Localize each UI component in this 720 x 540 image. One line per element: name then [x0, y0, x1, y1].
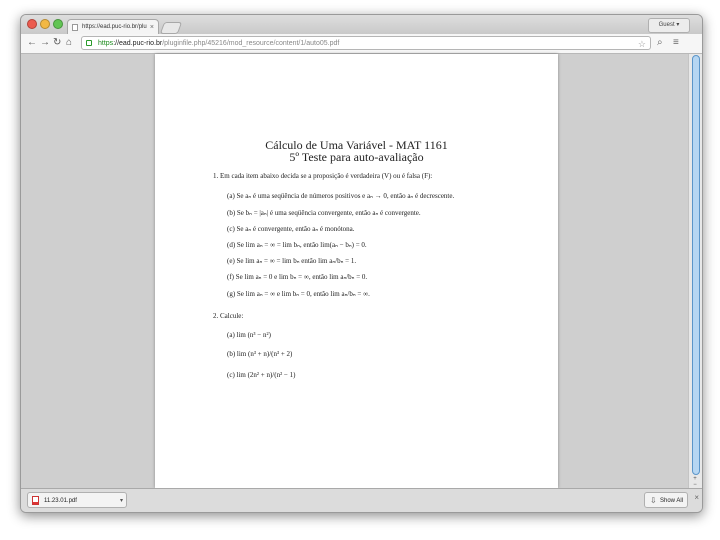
close-icon[interactable]: ×: [694, 493, 699, 502]
show-all-label: Show All: [659, 498, 683, 504]
download-filename: 11.23.01.pdf: [44, 498, 77, 504]
lock-icon: [86, 40, 92, 46]
url-host: ://ead.puc-rio.br: [113, 40, 163, 47]
pdf-subtitle: 5º Teste para auto-avaliação: [289, 150, 424, 164]
download-item[interactable]: [27, 492, 127, 508]
tab-title: https://ead.puc-rio.br/plu: [82, 24, 147, 30]
address-bar[interactable]: [81, 36, 651, 50]
question-1-item: (f) Se lim aₙ = 0 e lim bₙ = ∞, então lim aₙ/bₙ = 0.: [227, 273, 368, 281]
question-2-item: (b) lim (n³ + n)/(n³ + 2): [227, 350, 293, 358]
question-2: 2. Calcule:: [213, 312, 244, 320]
pdf-file-icon: [32, 496, 39, 505]
question-1-item: (b) Se bₙ = |aₙ| é uma seqüência convergente, então aₙ é convergente.: [227, 209, 421, 217]
star-icon[interactable]: ☆: [637, 39, 646, 49]
question-1-item: (g) Se lim aₙ = ∞ e lim bₙ = 0, então lim aₙ/bₙ = ∞.: [227, 290, 370, 298]
browser-tab[interactable]: [67, 19, 159, 34]
title-bar: [21, 15, 702, 34]
downloads-bar: [21, 488, 702, 513]
vertical-scrollbar[interactable]: [688, 54, 702, 488]
question-1: 1. Em cada item abaixo decida se a proposição é verdadeira (V) ou é falsa (F):: [213, 172, 433, 180]
minimize-window-button[interactable]: [40, 19, 50, 29]
close-tab-icon[interactable]: ×: [149, 24, 154, 31]
profile-label: Guest: [658, 22, 675, 28]
show-all-button[interactable]: [644, 492, 688, 508]
download-icon: ⇩: [650, 496, 657, 505]
menu-icon[interactable]: ≡: [673, 37, 679, 48]
back-arrow-icon[interactable]: ←: [27, 37, 37, 48]
zoom-window-button[interactable]: [53, 19, 63, 29]
new-tab-button[interactable]: [160, 22, 182, 34]
toolbar: [21, 34, 702, 54]
document-icon: [72, 24, 78, 31]
pdf-viewer: [21, 54, 702, 488]
forward-arrow-icon[interactable]: →: [40, 37, 50, 48]
url-path: /pluginfile.php/45216/mod_resource/content/1/auto05.pdf: [162, 40, 340, 47]
browser-window: [20, 14, 703, 513]
zoom-in-icon[interactable]: +: [693, 476, 697, 482]
question-1-item: (e) Se lim aₙ = ∞ = lim bₙ então lim aₙ/bₙ = 1.: [227, 257, 357, 265]
question-2-item: (c) lim (2n² + n)/(n² − 1): [227, 371, 296, 379]
pdf-page: [155, 54, 558, 488]
question-1-item: (a) Se aₙ é uma seqüência de números positivos e aₙ → 0, então aₙ é decrescente.: [227, 192, 455, 200]
zoom-out-icon[interactable]: −: [693, 482, 697, 488]
chevron-down-icon[interactable]: ▾: [119, 498, 123, 504]
search-icon[interactable]: ⌕: [657, 37, 663, 48]
pdf-title: Cálculo de Uma Variável - MAT 1161: [265, 138, 448, 152]
scrollbar-thumb[interactable]: [692, 55, 700, 475]
question-2-item: (a) lim (n³ − n²): [227, 331, 271, 339]
question-1-item: (c) Se aₙ é convergente, então aₙ é monótona.: [227, 225, 355, 233]
profile-button[interactable]: Guest ▾: [648, 18, 690, 33]
home-icon[interactable]: ⌂: [66, 37, 73, 48]
close-window-button[interactable]: [27, 19, 37, 29]
reload-icon[interactable]: ↻: [53, 37, 62, 48]
url-scheme: https: [98, 40, 114, 47]
question-1-item: (d) Se lim aₙ = ∞ = lim bₙ, então lim(aₙ − bₙ) = 0.: [227, 241, 367, 249]
